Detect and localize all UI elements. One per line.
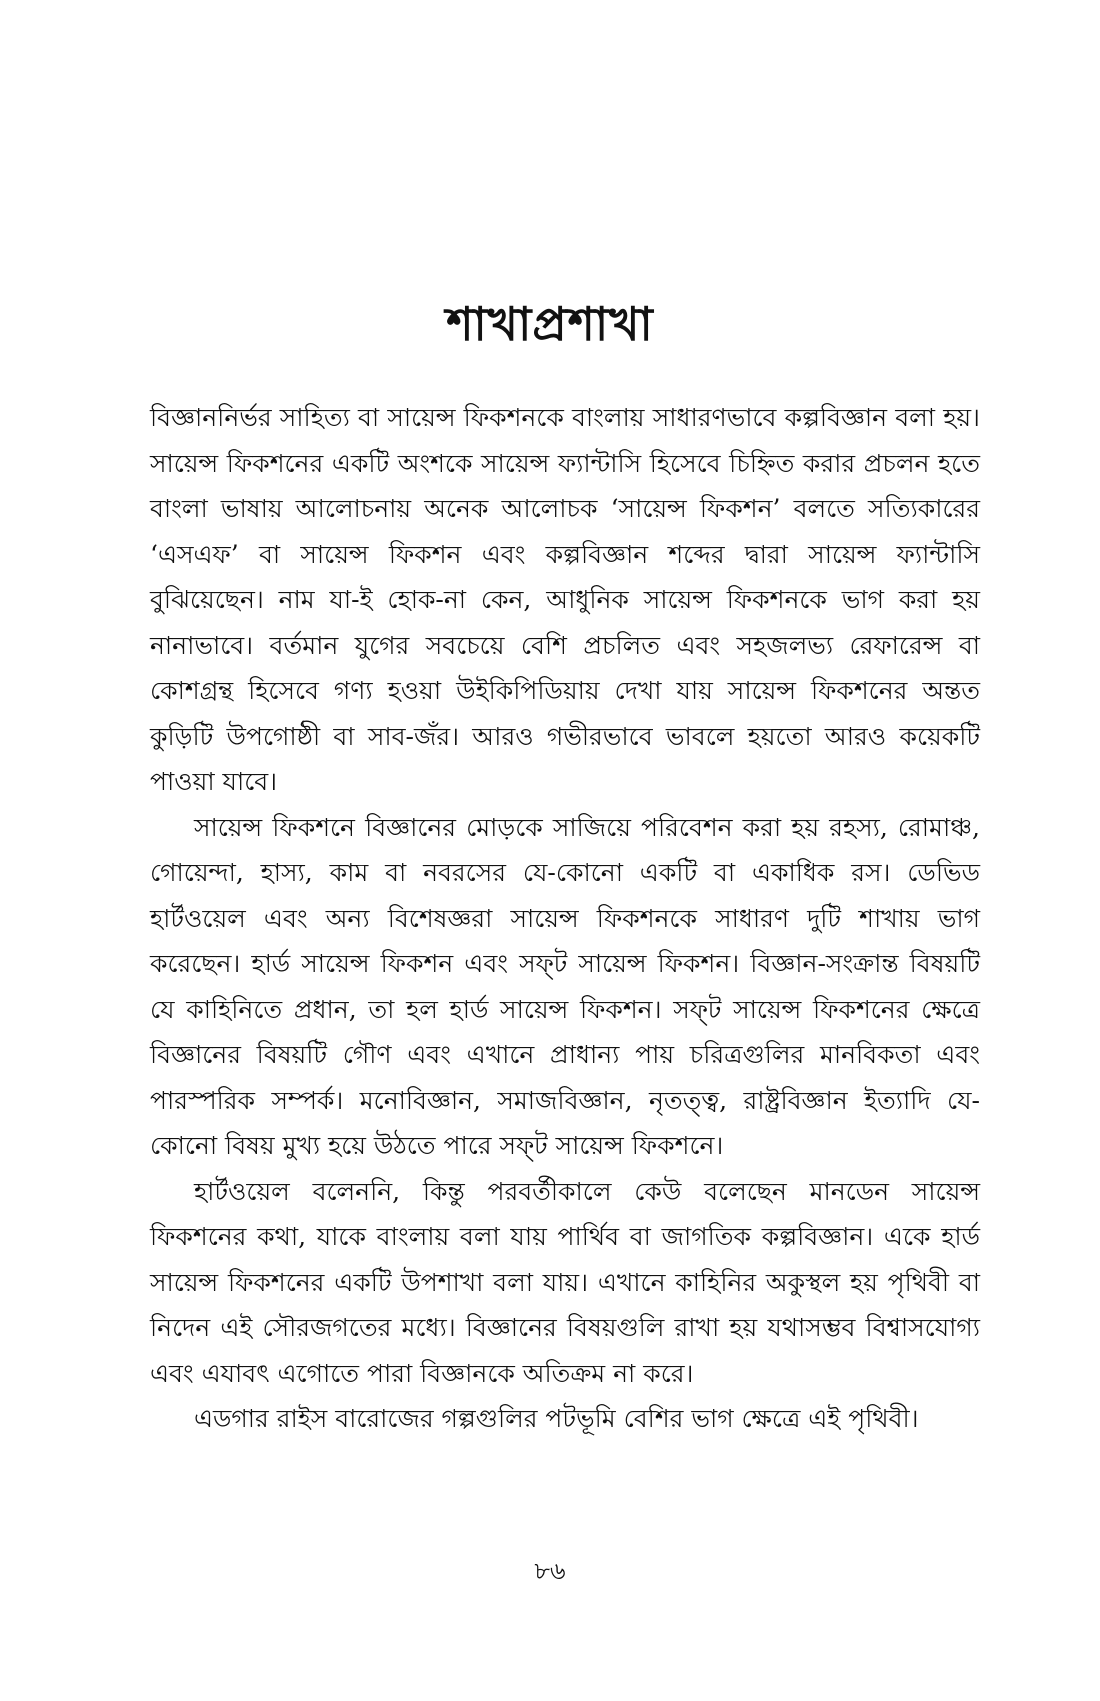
paragraph: এডগার রাইস বারোজের গল্পগুলির পটভূমি বেশির ভাগ ক্ষেত্রে এই পৃথিবী। — [194, 1404, 919, 1433]
body-text — [150, 395, 980, 1442]
page-number: ৮৬ — [534, 1557, 566, 1585]
paragraph: হার্টওয়েল বলেননি, কিন্তু পরবর্তীকালে কেউ বলেছেন মানডেন সায়েন্স ফিকশনের কথা, যাকে বাংলায় বলা যায় পার্থিব বা জাগতিক কল্পবিজ্ঞান। একে হার্ড সায়েন্স ফিকশনের একটি উপশাখা বলা যায়। এখানে কাহিনির অকুস্থল হয় পৃথিবী বা নিদেন এই সৌরজগতের মধ্যে। বিজ্ঞানের বিষয়গুলি রাখা হয় যথাসম্ভব বিশ্বাসযোগ্য এবং এযাবৎ এগোতে পারা বিজ্ঞানকে অতিক্রম না করে। — [150, 1176, 980, 1388]
paragraph: বিজ্ঞাননির্ভর সাহিত্য বা সায়েন্স ফিকশনকে বাংলায় সাধারণভাবে কল্পবিজ্ঞান বলা হয়। সায়েন্স ফিকশনের একটি অংশকে সায়েন্স ফ্যান্টাসি হিসেবে চিহ্নিত করার প্রচলন হতে বাংলা ভাষায় আলোচনায় অনেক আলোচক ‘সায়েন্স ফিকশন’ বলতে সত্যিকারের ‘এসএফ’ বা সায়েন্স ফিকশন এবং কল্পবিজ্ঞান শব্দের দ্বারা সায়েন্স ফ্যান্টাসি বুঝিয়েছেন। নাম যা-ই হোক-না কেন, আধুনিক সায়েন্স ফিকশনকে ভাগ করা হয় নানাভাবে। বর্তমান যুগের সবচেয়ে বেশি প্রচলিত এবং সহজলভ্য রেফারেন্স বা কোশগ্রন্থ হিসেবে গণ্য হওয়া উইকিপিডিয়ায় দেখা যায় সায়েন্স ফিকশনের অন্তত কুড়িটি উপগোষ্ঠী বা সাব-জঁর। আরও গভীরভাবে ভাবলে হয়তো আরও কয়েকটি পাওয়া যাবে। — [150, 403, 980, 796]
paragraph: সায়েন্স ফিকশনে বিজ্ঞানের মোড়কে সাজিয়ে পরিবেশন করা হয় রহস্য, রোমাঞ্চ, গোয়েন্দা, হাস্য, কাম বা নবরসের যে-কোনো একটি বা একাধিক রস। ডেভিড হার্টওয়েল এবং অন্য বিশেষজ্ঞরা সায়েন্স ফিকশনকে সাধারণ দুটি শাখায় ভাগ করেছেন। হার্ড সায়েন্স ফিকশন এবং সফ্‌ট সায়েন্স ফিকশন। বিজ্ঞান-সংক্রান্ত বিষয়টি যে কাহিনিতে প্রধান, তা হল হার্ড সায়েন্স ফিকশন। সফ্‌ট সায়েন্স ফিকশনের ক্ষেত্রে বিজ্ঞানের বিষয়টি গৌণ এবং এখানে প্রাধান্য পায় চরিত্রগুলির মানবিকতা এবং পারস্পরিক সম্পর্ক। মনোবিজ্ঞান, সমাজবিজ্ঞান, নৃতত্ত্ব, রাষ্ট্রবিজ্ঞান ইত্যাদি যে-কোনো বিষয় মুখ্য হয়ে উঠতে পারে সফ্‌ট সায়েন্স ফিকশনে। — [150, 812, 980, 1160]
chapter-title: শাখাপ্রশাখা — [446, 297, 654, 351]
